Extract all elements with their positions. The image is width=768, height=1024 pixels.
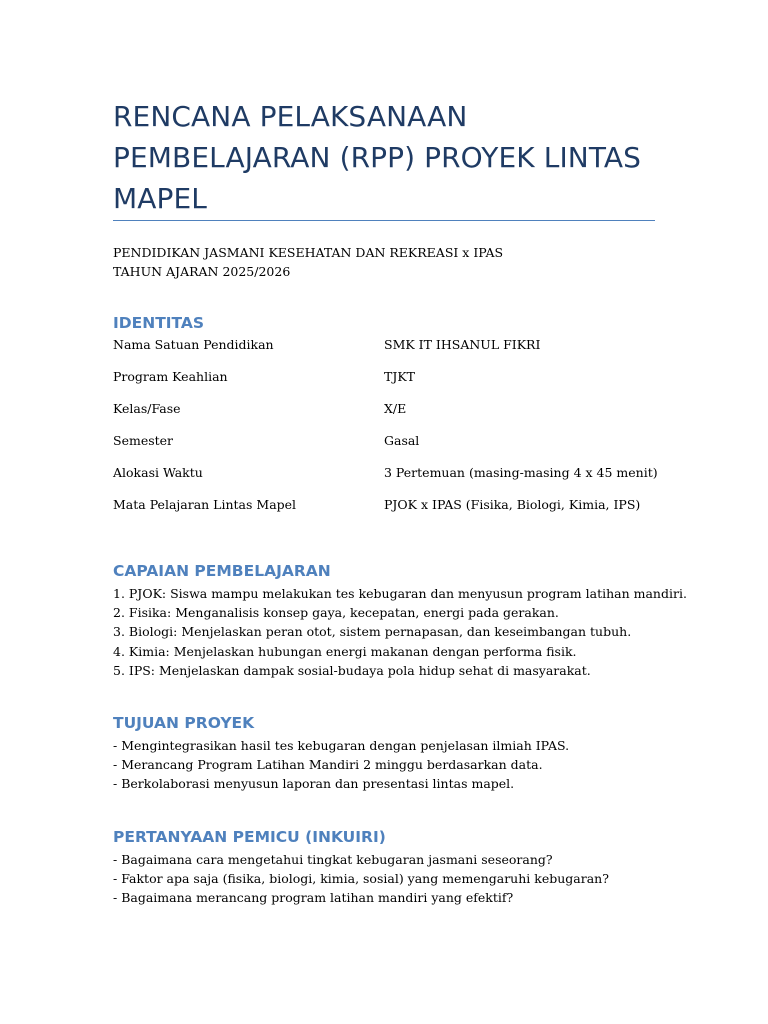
document-subtitle: [113, 243, 503, 281]
identity-row: [113, 495, 673, 527]
identity-table: [113, 335, 673, 527]
pertanyaan-item: - Faktor apa saja (fisika, biologi, kimia, sosial) yang memengaruhi kebugaran?: [113, 871, 609, 887]
pertanyaan-list: [113, 850, 673, 908]
identity-row: [113, 463, 673, 495]
tujuan-item: - Merancang Program Latihan Mandiri 2 minggu berdasarkan data.: [113, 757, 543, 773]
tujuan-item: - Berkolaborasi menyusun laporan dan presentasi lintas mapel.: [113, 776, 515, 792]
pertanyaan-item: - Bagaimana merancang program latihan mandiri yang efektif?: [113, 890, 514, 906]
identity-value: SMK IT IHSANUL FIKRI: [384, 337, 541, 352]
identity-label: Mata Pelajaran Lintas Mapel: [113, 497, 297, 512]
identity-label: Semester: [113, 433, 174, 448]
identity-value: PJOK x IPAS (Fisika, Biologi, Kimia, IPS): [384, 497, 641, 512]
identity-row: [113, 431, 673, 463]
section-heading-pertanyaan-pemicu: PERTANYAAN PEMICU (INKUIRI): [113, 828, 386, 846]
identity-row: [113, 399, 673, 431]
identity-value: 3 Pertemuan (masing-masing 4 x 45 menit): [384, 465, 658, 480]
section-heading-capaian-pembelajaran: CAPAIAN PEMBELAJARAN: [113, 562, 331, 580]
identity-label: Kelas/Fase: [113, 401, 181, 416]
title-divider: [113, 220, 655, 221]
identity-label: Program Keahlian: [113, 369, 228, 384]
identity-value: X/E: [384, 401, 407, 416]
identity-row: [113, 367, 673, 399]
tujuan-list: [113, 736, 673, 794]
capaian-item: 2. Fisika: Menganalisis konsep gaya, kecepatan, energi pada gerakan.: [113, 605, 559, 621]
capaian-item: 1. PJOK: Siswa mampu melakukan tes kebugaran dan menyusun program latihan mandiri.: [113, 586, 687, 601]
document-title-line: RENCANA PELAKSANAAN: [113, 100, 468, 133]
document-title-line: MAPEL: [113, 182, 207, 215]
identity-value: Gasal: [384, 433, 420, 448]
document-title: [113, 96, 673, 219]
capaian-item: 3. Biologi: Menjelaskan peran otot, sistem pernapasan, dan keseimbangan tubuh.: [113, 624, 632, 640]
subtitle-school-year: TAHUN AJARAN 2025/2026: [113, 264, 291, 279]
identity-row: [113, 335, 673, 367]
identity-label: Nama Satuan Pendidikan: [113, 337, 274, 352]
identity-label: Alokasi Waktu: [113, 465, 203, 480]
pertanyaan-item: - Bagaimana cara mengetahui tingkat kebugaran jasmani seseorang?: [113, 852, 553, 867]
section-heading-tujuan-proyek: TUJUAN PROYEK: [113, 714, 255, 732]
identity-value: TJKT: [384, 369, 416, 384]
capaian-list: [113, 584, 687, 680]
document-title-line: PEMBELAJARAN (RPP) PROYEK LINTAS: [113, 141, 642, 174]
capaian-item: 5. IPS: Menjelaskan dampak sosial-budaya pola hidup sehat di masyarakat.: [113, 662, 591, 678]
section-heading-identitas: IDENTITAS: [113, 314, 205, 332]
capaian-item: 4. Kimia: Menjelaskan hubungan energi makanan dengan performa fisik.: [113, 643, 577, 659]
subtitle-subject: PENDIDIKAN JASMANI KESEHATAN DAN REKREASI x IPAS: [113, 245, 504, 260]
tujuan-item: - Mengintegrasikan hasil tes kebugaran dengan penjelasan ilmiah IPAS.: [113, 738, 570, 753]
